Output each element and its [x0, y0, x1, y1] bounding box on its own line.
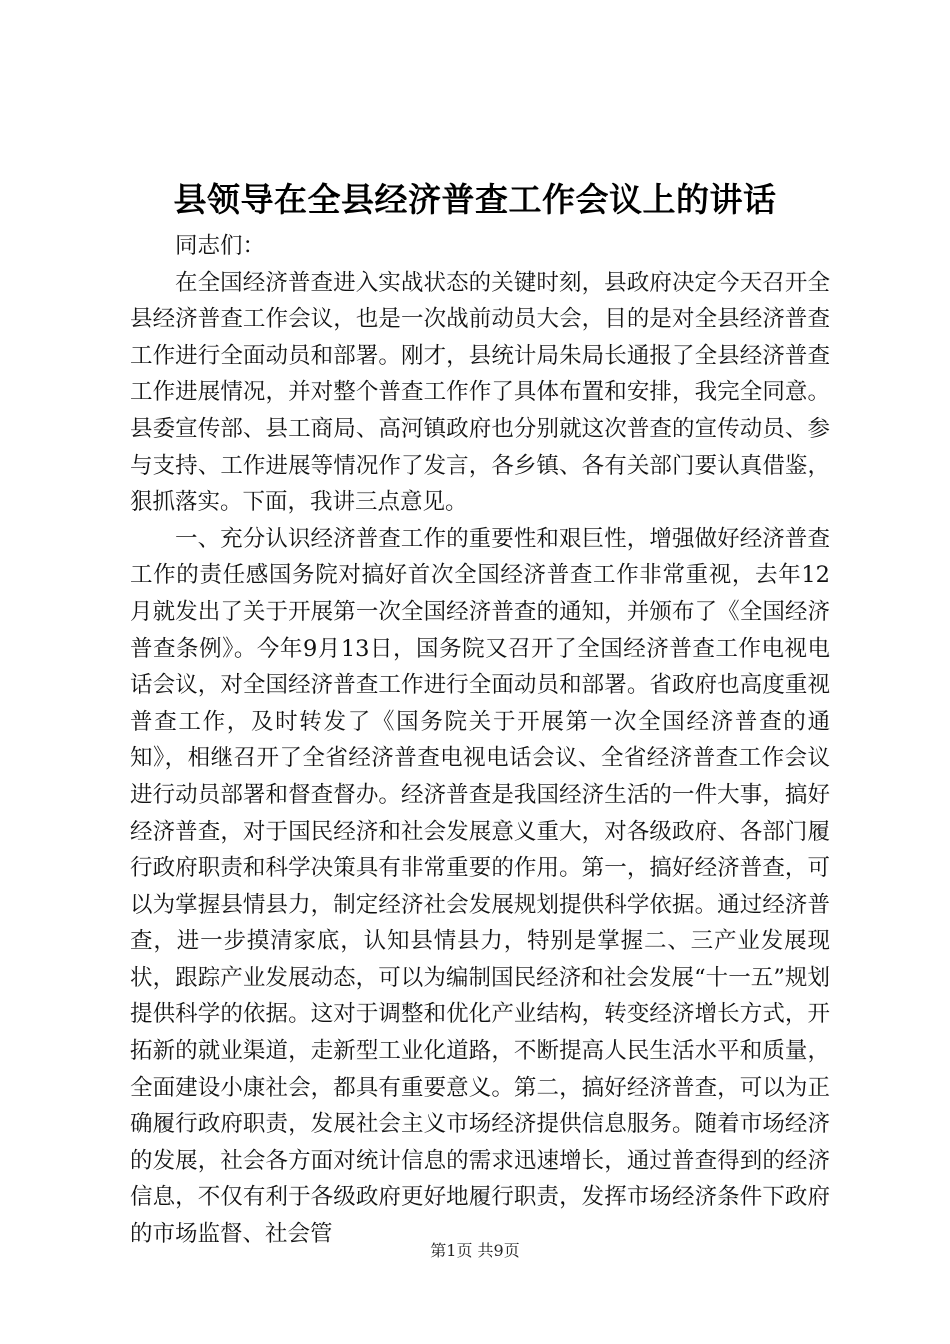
- document-body: [130, 228, 830, 1253]
- page-number-footer: 第1页 共9页: [430, 1241, 520, 1260]
- paragraph-2: 一、充分认识经济普查工作的重要性和艰巨性，增强做好经济普查工作的责任感国务院对搞好首次全国经济普查工作非常重视，去年12月就发出了关于开展第一次全国经济普查的通知，并颁布了《全国经济普查条例》。今年9月13日，国务院又召开了全国经济普查工作电视电话会议，对全国经济普查工作进行全面动员和部署。省政府也高度重视普查工作，及时转发了《国务院关于开展第一次全国经济普查的通知》，相继召开了全省经济普查电视电话会议、全省经济普查工作会议进行动员部署和督查督办。经济普查是我国经济生活的一件大事，搞好经济普查，对于国民经济和社会发展意义重大，对各级政府、各部门履行政府职责和科学决策具有非常重要的作用。第一，搞好经济普查，可以为掌握县情县力，制定经济社会发展规划提供科学依据。通过经济普查，进一步摸清家底，认知县情县力，特别是掌握二、三产业发展现状，跟踪产业发展动态，可以为编制国民经济和社会发展“十一五”规划提供科学的依据。这对于调整和优化产业结构，转变经济增长方式，开拓新的就业渠道，走新型工业化道路，不断提高人民生活水平和质量，全面建设小康社会，都具有重要意义。第二，搞好经济普查，可以为正确履行政府职责，发展社会主义市场经济提供信息服务。随着市场经济的发展，社会各方面对统计信息的需求迅速增长，通过普查得到的经济信息，不仅有利于各级政府更好地履行职责，发挥市场经济条件下政府的市场监督、社会管: [130, 525, 830, 1248]
- paragraph-1: 在全国经济普查进入实战状态的关键时刻，县政府决定今天召开全县经济普查工作会议，也是一次战前动员大会，目的是对全县经济普查工作进行全面动员和部署。刚才，县统计局朱局长通报了全县经济普查工作进展情况，并对整个普查工作作了具体布置和安排，我完全同意。县委宣传部、县工商局、高河镇政府也分别就这次普查的宣传动员、参与支持、工作进展等情况作了发言，各乡镇、各有关部门要认真借鉴，狠抓落实。下面，我讲三点意见。: [130, 269, 830, 516]
- salutation: 同志们：: [175, 233, 266, 259]
- document-title: 县领导在全县经济普查工作会议上的讲话: [173, 180, 777, 219]
